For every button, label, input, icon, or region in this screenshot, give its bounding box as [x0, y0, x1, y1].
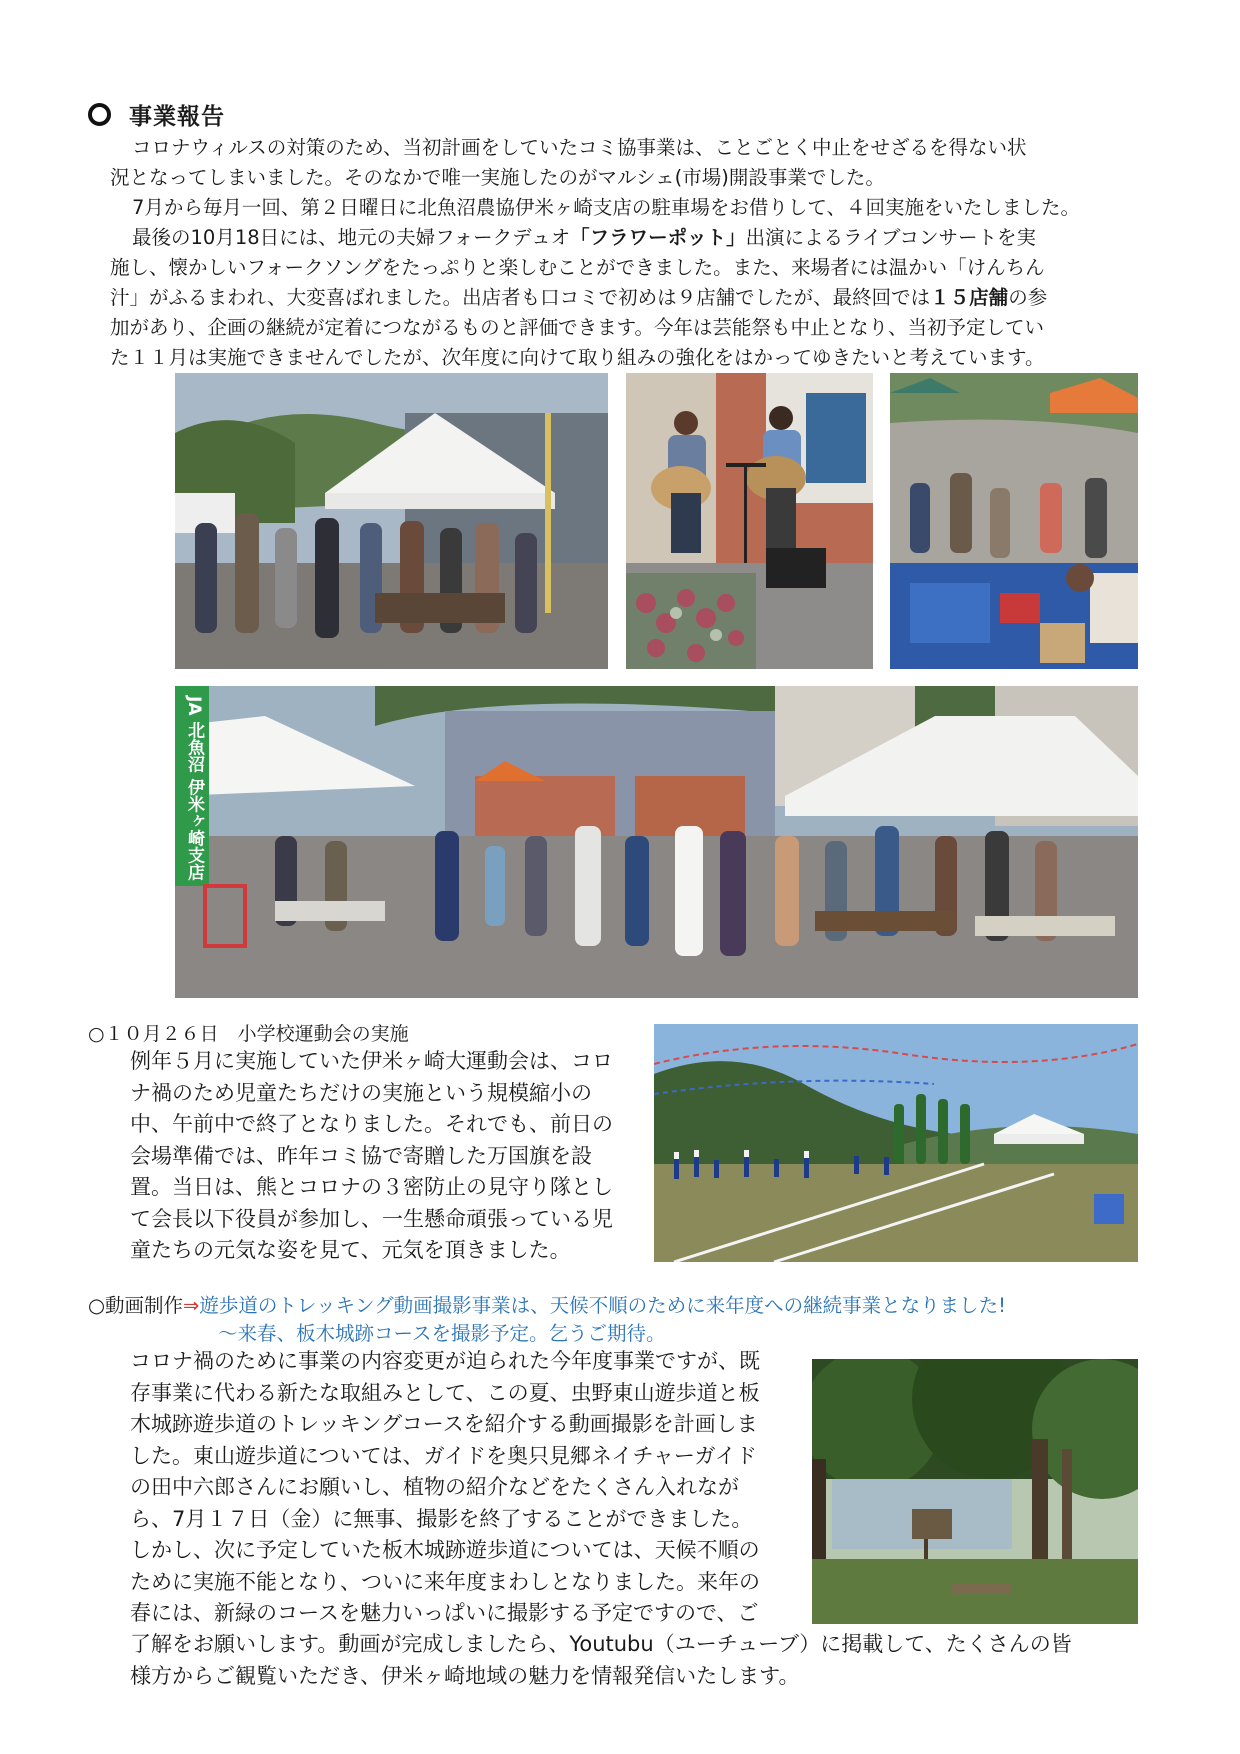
- photo-market-stalls: [890, 373, 1138, 669]
- text-line: 例年５月に実施していた伊米ヶ崎大運動会は、コロ: [130, 1049, 613, 1073]
- text-span: 汁」がふるまわれ、大変喜ばれました。出店者も口コミで初めは９店舗でしたが、最終回では: [110, 286, 931, 309]
- video-production-paragraph: [130, 1346, 800, 1630]
- store-count: １５店舗: [930, 286, 1009, 309]
- sports-day-paragraph: [130, 1046, 640, 1267]
- heading-notice: 遊歩道のトレッキング動画撮影事業は、天候不順のために来年度への継続事業となりました!: [199, 1294, 1006, 1317]
- text-line: ナ禍のため児童たちだけの実施という規模縮小の: [130, 1080, 592, 1105]
- heading-text: 事業報告: [129, 104, 225, 130]
- text-line: 様方からご観覧いただき、伊米ヶ崎地域の魅力を情報発信いたします。: [130, 1663, 800, 1688]
- text-line: て会長以下役員が参加し、一生懸命頑張っている児: [130, 1206, 613, 1231]
- text-line: コロナ禍のために事業の内容変更が迫られた今年度事業ですが、既: [130, 1349, 760, 1373]
- text-line: コロナウィルスの対策のため、当初計画をしていたコミ協事業は、ことごとく中止をせざるを得ない状: [132, 136, 1027, 159]
- text-line: 会場準備では、昨年コミ協で寄贈した万国旗を設: [130, 1143, 592, 1168]
- video-production-subnotice: ～来春、板木城跡コースを撮影予定。乞うご期待。: [218, 1322, 666, 1345]
- text-line: しかし、次に予定していた板木城跡遊歩道については、天候不順の: [130, 1538, 760, 1562]
- photo-folk-duo-concert: [626, 373, 873, 669]
- arrow-icon: ⇒: [183, 1294, 200, 1317]
- text-line: 況となってしまいました。そのなかで唯一実施したのがマルシェ(市場)開設事業でした。: [110, 166, 885, 189]
- text-line: [110, 283, 1150, 313]
- video-production-heading: [88, 1290, 1006, 1318]
- text-line: 春には、新緑のコースを魅力いっぱいに撮影する予定ですので、ご: [130, 1601, 759, 1625]
- text-line: 了解をお願いします。動画が完成しましたら、Youtubu（ユーチューブ）に掲載して、たくさんの皆: [130, 1632, 1072, 1656]
- photo-trail-forest: [812, 1359, 1138, 1624]
- text-line: 加があり、企画の継続が定着につながるものと評価できます。今年は芸能祭も中止となり、当初予定してい: [110, 316, 1045, 339]
- text-line: た１１月は実施できませんでしたが、次年度に向けて取り組みの強化をはかってゆきたいと考えています。: [110, 346, 1045, 369]
- photo-market-tent: [175, 373, 608, 669]
- text-line: の田中六郎さんにお願いし、植物の紹介などをたくさん入れなが: [130, 1475, 739, 1499]
- intro-paragraph: [110, 133, 1150, 373]
- text-span: 出演によるライブコンサートを実: [745, 226, 1036, 249]
- ja-sign-text: JA 北魚沼 伊米ヶ崎支店: [184, 696, 204, 881]
- text-line: 存事業に代わる新たな取組みとして、この夏、虫野東山遊歩道と板: [130, 1380, 760, 1405]
- band-name: 「フラワーポット」: [570, 226, 746, 249]
- text-line: 7月から毎月一回、第２日曜日に北魚沼農協伊米ヶ崎支店の駐車場をお借りして、４回実施をいたしました。: [132, 196, 1081, 219]
- text-line: ために実施不能となり、ついに来年度まわしとなりました。来年の: [130, 1569, 760, 1594]
- text-span: 最後の10月18日には、地元の夫婦フォークデュオ: [132, 226, 571, 249]
- text-line: 木城跡遊歩道のトレッキングコースを紹介する動画撮影を計画しま: [130, 1412, 758, 1436]
- section-heading-business-report: [88, 98, 225, 131]
- video-production-paragraph-tail: [130, 1629, 1140, 1692]
- text-line: 中、午前中で終了となりました。それでも、前日の: [130, 1112, 613, 1136]
- text-line: 童たちの元気な姿を見て、元気を頂きました。: [130, 1238, 571, 1262]
- text-line: 施し、懐かしいフォークソングをたっぷりと楽しむことができました。また、来場者には温かい「けんちん: [110, 256, 1045, 279]
- sports-day-heading: ○１０月２６日 小学校運動会の実施: [88, 1023, 409, 1045]
- text-line: ら、7月１７日（金）に無事、撮影を終了することができました。: [130, 1506, 753, 1531]
- heading-prefix: ○動画制作: [88, 1294, 184, 1317]
- circle-bullet-icon: [88, 103, 111, 126]
- photo-ja-parking-lot-market: [175, 686, 1138, 998]
- text-line: [110, 223, 1150, 253]
- text-span: の参: [1008, 286, 1048, 309]
- text-line: 置。当日は、熊とコロナの３密防止の見守り隊とし: [130, 1175, 613, 1199]
- photo-sports-field: [654, 1024, 1138, 1262]
- text-line: した。東山遊歩道については、ガイドを奥只見郷ネイチャーガイド: [130, 1443, 757, 1468]
